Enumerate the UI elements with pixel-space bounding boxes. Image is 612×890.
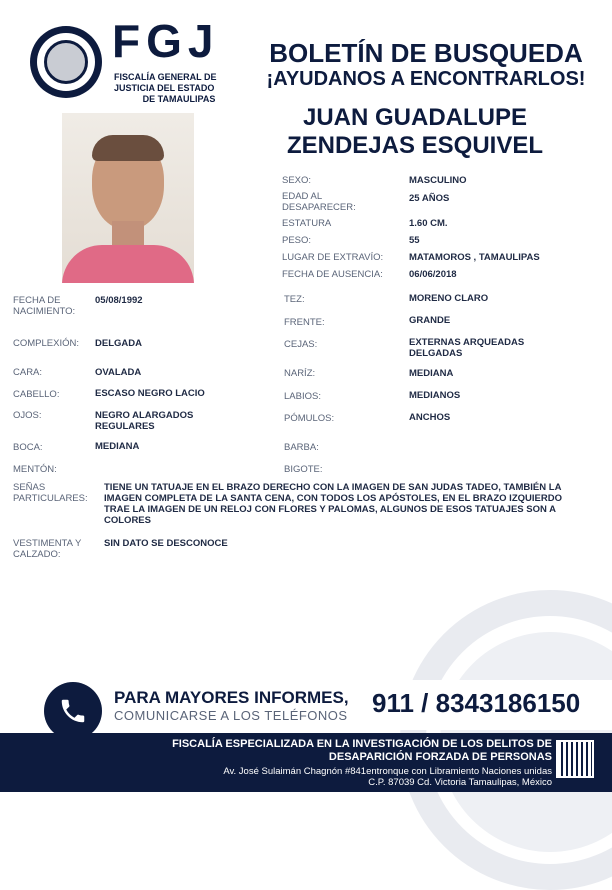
nacimiento-label <box>13 295 75 317</box>
ojos-value <box>95 410 193 432</box>
bigote-label: BIGOTE: <box>284 464 323 475</box>
barba-label: BARBA: <box>284 442 319 453</box>
contact-subtitle: COMUNICARSE A LOS TELÉFONOS <box>114 708 348 723</box>
lugar-label: LUGAR DE EXTRAVÍO: <box>282 252 384 263</box>
pomulos-value: ANCHOS <box>409 412 451 423</box>
tez-label: TEZ: <box>284 294 305 305</box>
nacimiento-label-line: NACIMIENTO: <box>13 306 76 317</box>
senas-value: TIENE UN TATUAJE EN EL BRAZO DERECHO CON LA IMAGEN DE SAN JUDAS TADEO, TAMBIÉN LA IMAGEN COMPLETA DE LA SANTA CENA, CON TODOS LOS APÓSTOLES, EN EL BRAZO IZQUIERDO TRAE LA IMAGEN DE UN RELOJ CON FLORES Y PALOMAS, ALGUNOS DE ESOS TATUAJES SON A COLORES <box>104 482 562 526</box>
fgj-seal-logo <box>30 26 102 98</box>
cejas-value-line: EXTERNAS ARQUEADAS <box>409 337 525 348</box>
ojos-value-line: NEGRO ALARGADOS <box>95 410 194 421</box>
cejas-value-line: DELGADAS <box>409 348 463 359</box>
qr-code-icon <box>556 740 594 778</box>
complexion-label: COMPLEXIÓN: <box>13 338 79 349</box>
logo-sub-line: JUSTICIA DEL ESTADO <box>114 83 215 93</box>
logo-text: FGJ <box>112 15 220 67</box>
ojos-label: OJOS: <box>13 410 42 421</box>
menton-label: MENTÓN: <box>13 464 57 475</box>
lugar-value: MATAMOROS , TAMAULIPAS <box>409 252 540 263</box>
contact-title: PARA MAYORES INFORMES, <box>114 688 349 707</box>
vestimenta-label <box>13 538 81 560</box>
frente-label: FRENTE: <box>284 317 325 328</box>
footer-agency-line: DESAPARICIÓN FORZADA DE PERSONAS <box>328 751 552 763</box>
estatura-value: 1.60 CM. <box>409 218 448 229</box>
cara-label: CARA: <box>13 367 43 378</box>
vestimenta-label-line: CALZADO: <box>13 549 61 560</box>
edad-label-line: EDAD AL <box>282 191 323 202</box>
person-photo <box>62 113 194 283</box>
footer-agency-line: FISCALÍA ESPECIALIZADA EN LA INVESTIGACIÓN DE LOS DELITOS DE <box>172 738 552 750</box>
frente-value: GRANDE <box>409 315 451 326</box>
vestimenta-value: SIN DATO SE DESCONOCE <box>104 538 228 549</box>
footer-agency <box>120 738 552 764</box>
boca-value: MEDIANA <box>95 441 140 452</box>
peso-label: PESO: <box>282 235 312 246</box>
senas-label <box>13 482 88 504</box>
cabello-value: ESCASO NEGRO LACIO <box>95 388 205 399</box>
bulletin-subtitle: ¡AYUDANOS A ENCONTRARLOS! <box>266 68 586 90</box>
bulletin-title: BOLETÍN DE BUSQUEDA <box>269 38 583 68</box>
ojos-value-line: REGULARES <box>95 421 155 432</box>
sexo-label: SEXO: <box>282 175 312 186</box>
footer-address-line: Av. José Sulaimán Chagnón #841entronque con Libramiento Naciones unidas <box>223 766 552 777</box>
nacimiento-label-line: FECHA DE <box>13 295 61 306</box>
fecha-ausencia-label: FECHA DE AUSENCIA: <box>282 269 383 280</box>
nacimiento-value: 05/08/1992 <box>95 295 143 306</box>
labios-value: MEDIANOS <box>409 390 461 401</box>
vestimenta-label-line: VESTIMENTA Y <box>13 538 82 549</box>
edad-label <box>282 191 356 213</box>
tez-value: MORENO CLARO <box>409 293 489 304</box>
footer-address-line: C.P. 87039 Cd. Victoria Tamaulipas, México <box>368 777 552 788</box>
nariz-value: MEDIANA <box>409 368 454 379</box>
peso-value: 55 <box>409 235 420 246</box>
nariz-label: NARÍZ: <box>284 368 316 379</box>
cabello-label: CABELLO: <box>13 389 60 400</box>
edad-value: 25 AÑOS <box>409 193 450 204</box>
cejas-label: CEJAS: <box>284 339 318 350</box>
edad-label-line: DESAPARECER: <box>282 202 356 213</box>
pomulos-label: PÓMULOS: <box>284 413 335 424</box>
logo-subtitle <box>114 72 234 105</box>
cara-value: OVALADA <box>95 367 142 378</box>
sexo-value: MASCULINO <box>409 175 467 186</box>
person-name-line2: ZENDEJAS ESQUIVEL <box>286 132 544 159</box>
complexion-value: DELGADA <box>95 338 142 349</box>
logo-sub-line: DE TAMAULIPAS <box>142 94 216 104</box>
cejas-value <box>409 337 524 359</box>
contact-phone[interactable]: 911 / 8343186150 <box>372 688 581 718</box>
footer-address <box>120 766 552 788</box>
senas-label-line: SEÑAS <box>13 482 46 493</box>
phone-icon <box>44 682 102 740</box>
boca-label: BOCA: <box>13 442 43 453</box>
fecha-ausencia-value: 06/06/2018 <box>409 269 457 280</box>
person-name-line1: JUAN GUADALUPE <box>302 104 527 131</box>
senas-label-line: PARTICULARES: <box>13 493 88 504</box>
labios-label: LABIOS: <box>284 391 321 402</box>
logo-sub-line: FISCALÍA GENERAL DE <box>114 72 217 82</box>
estatura-label: ESTATURA <box>282 218 332 229</box>
